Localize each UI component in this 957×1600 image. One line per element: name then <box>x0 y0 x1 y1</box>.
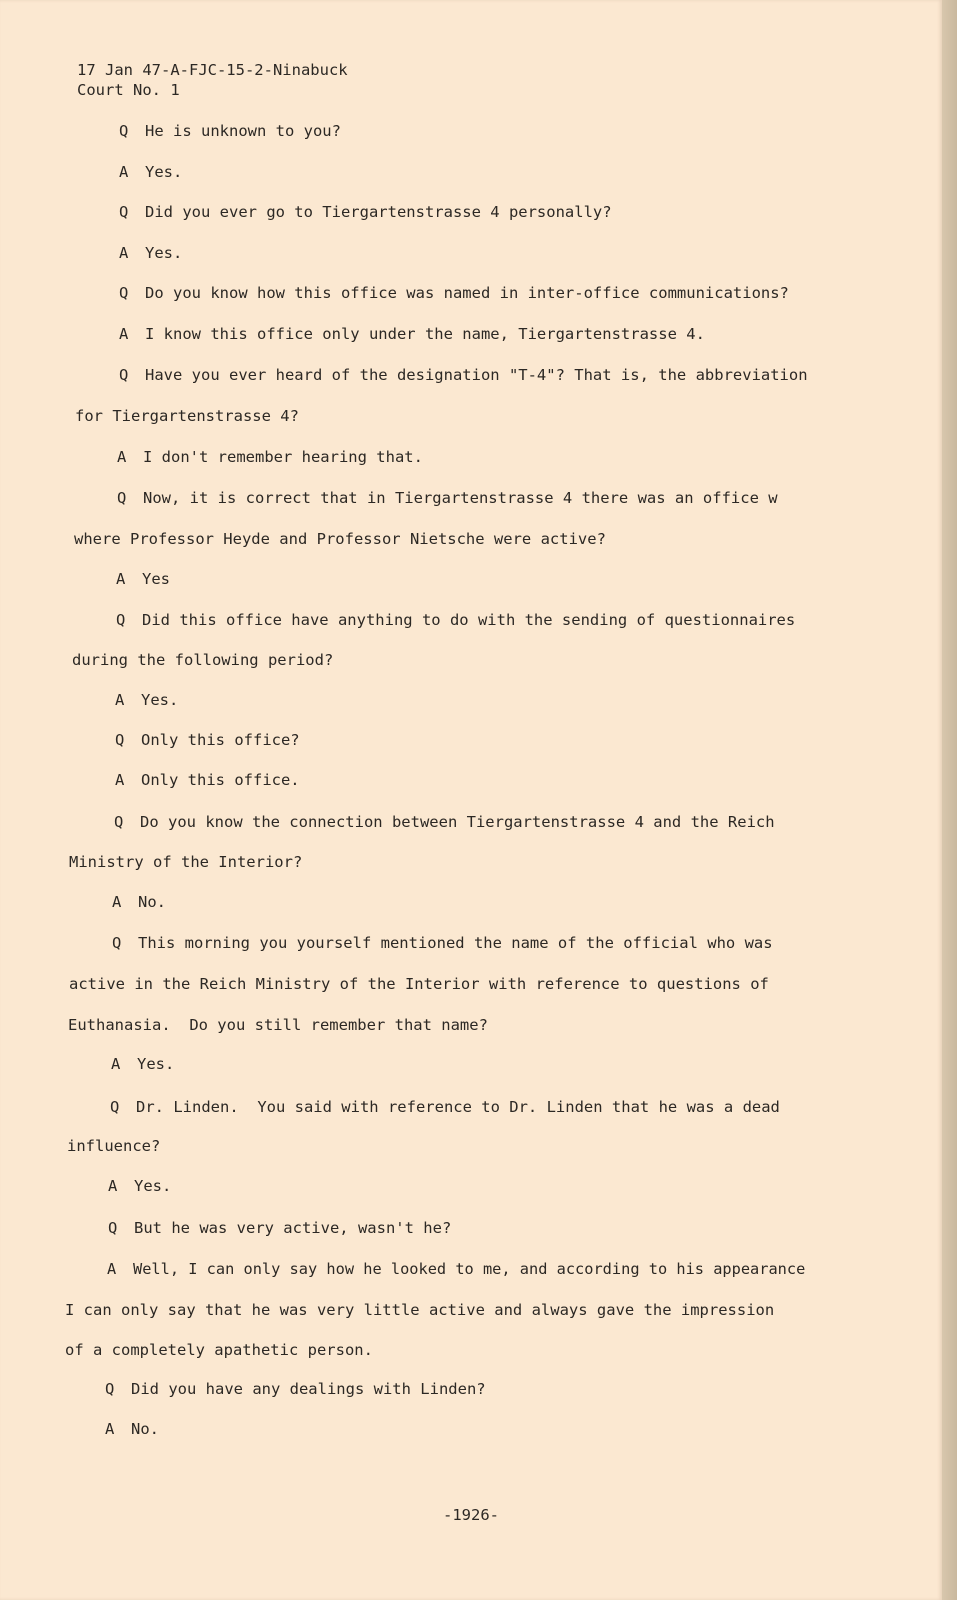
exchange-text: Yes. <box>137 1055 175 1073</box>
speaker-marker: Q <box>119 284 129 302</box>
exchange-text: He is unknown to you? <box>145 122 341 140</box>
exchange-continuation: influence? <box>67 1137 161 1155</box>
exchange-line <box>112 934 773 952</box>
exchange-text: Now, it is correct that in Tiergartenstrasse 4 there was an office w <box>143 489 778 507</box>
exchange-text: Yes <box>142 570 170 588</box>
exchange-line <box>111 1055 174 1073</box>
speaker-marker: Q <box>114 813 124 831</box>
exchange-text: Yes. <box>134 1177 172 1195</box>
exchange-line <box>119 203 612 221</box>
speaker-marker: A <box>117 448 127 466</box>
speaker-marker: A <box>116 570 126 588</box>
speaker-marker: A <box>119 163 129 181</box>
exchange-line <box>108 1219 451 1237</box>
exchange-line <box>115 771 300 789</box>
exchange-text: But he was very active, wasn't he? <box>134 1219 452 1237</box>
exchange-line <box>119 244 182 262</box>
exchange-line <box>110 1098 780 1116</box>
exchange-text: Yes. <box>145 244 183 262</box>
speaker-marker: Q <box>105 1380 115 1398</box>
exchange-text: Well, I can only say how he looked to me, and according to his appearance <box>133 1260 806 1278</box>
exchange-text: I know this office only under the name, Tiergartenstrasse 4. <box>145 325 705 343</box>
exchange-continuation: where Professor Heyde and Professor Nietsche were active? <box>74 530 606 548</box>
header-line-2: Court No. 1 <box>77 81 180 99</box>
speaker-marker: A <box>112 893 122 911</box>
exchange-line <box>117 448 423 466</box>
exchange-line <box>119 163 182 181</box>
exchange-continuation: Euthanasia. Do you still remember that name? <box>68 1016 488 1034</box>
speaker-marker: Q <box>112 934 122 952</box>
exchange-text: Do you know how this office was named in inter-office communications? <box>145 284 789 302</box>
speaker-marker: A <box>107 1260 117 1278</box>
exchange-text: No. <box>138 893 166 911</box>
speaker-marker: Q <box>117 489 127 507</box>
exchange-text: Dr. Linden. You said with reference to Dr. Linden that he was a dead <box>136 1098 780 1116</box>
speaker-marker: Q <box>119 122 129 140</box>
exchange-text: Have you ever heard of the designation "T-4"? That is, the abbreviation <box>145 366 808 384</box>
exchange-continuation: Ministry of the Interior? <box>69 853 303 871</box>
speaker-marker: A <box>111 1055 121 1073</box>
speaker-marker: A <box>115 691 125 709</box>
exchange-line <box>105 1420 159 1438</box>
speaker-marker: Q <box>115 731 125 749</box>
exchange-text: Did you have any dealings with Linden? <box>131 1380 486 1398</box>
page-number: -1926- <box>443 1506 499 1524</box>
exchange-line <box>105 1380 486 1398</box>
exchange-continuation: active in the Reich Ministry of the Interior with reference to questions of <box>69 975 769 993</box>
speaker-marker: Q <box>108 1219 118 1237</box>
speaker-marker: Q <box>119 366 129 384</box>
exchange-line <box>116 570 170 588</box>
speaker-marker: Q <box>116 611 126 629</box>
speaker-marker: A <box>115 771 125 789</box>
exchange-line <box>117 489 778 507</box>
exchange-line <box>119 284 789 302</box>
exchange-line <box>115 691 178 709</box>
exchange-text: Did this office have anything to do with the sending of questionnaires <box>142 611 796 629</box>
exchange-line <box>107 1260 805 1278</box>
header-line-1: 17 Jan 47-A-FJC-15-2-Ninabuck <box>77 61 348 79</box>
exchange-line <box>116 611 795 629</box>
exchange-text: Yes. <box>141 691 179 709</box>
speaker-marker: A <box>119 244 129 262</box>
exchange-text: Do you know the connection between Tiergartenstrasse 4 and the Reich <box>140 813 775 831</box>
exchange-text: Did you ever go to Tiergartenstrasse 4 personally? <box>145 203 612 221</box>
speaker-marker: A <box>119 325 129 343</box>
exchange-continuation: of a completely apathetic person. <box>65 1341 373 1359</box>
speaker-marker: A <box>105 1420 115 1438</box>
page-edge <box>942 0 957 1600</box>
exchange-continuation: I can only say that he was very little active and always gave the impression <box>65 1301 775 1319</box>
exchange-continuation: during the following period? <box>72 651 334 669</box>
exchange-text: I don't remember hearing that. <box>143 448 423 466</box>
exchange-text: Yes. <box>145 163 183 181</box>
exchange-text: No. <box>131 1420 159 1438</box>
exchange-text: This morning you yourself mentioned the name of the official who was <box>138 934 773 952</box>
speaker-marker: A <box>108 1177 118 1195</box>
exchange-text: Only this office. <box>141 771 300 789</box>
exchange-line <box>112 893 166 911</box>
exchange-line <box>114 813 775 831</box>
exchange-text: Only this office? <box>141 731 300 749</box>
exchange-line <box>119 366 808 384</box>
exchange-continuation: for Tiergartenstrasse 4? <box>75 407 299 425</box>
speaker-marker: Q <box>110 1098 120 1116</box>
exchange-line <box>115 731 300 749</box>
exchange-line <box>108 1177 171 1195</box>
exchange-line <box>119 122 341 140</box>
speaker-marker: Q <box>119 203 129 221</box>
exchange-line <box>119 325 705 343</box>
